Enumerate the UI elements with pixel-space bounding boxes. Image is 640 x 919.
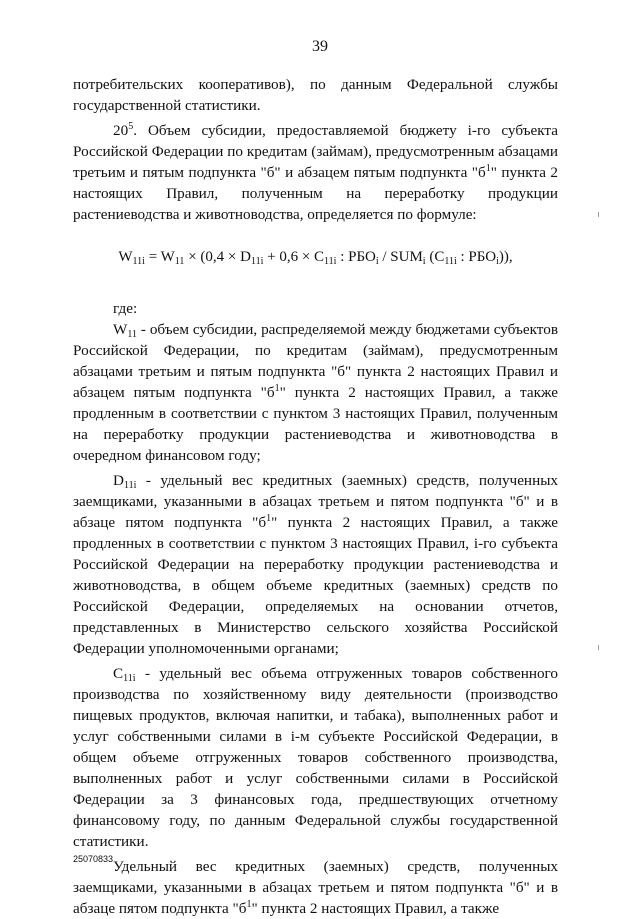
document-code: 25070833 [73, 854, 114, 864]
document-body [73, 74, 558, 919]
clause-text-a: . Объем субсидии, предоставляемой бюджету i-го субъекта Российской Федерации по кредитам (займам), предусмотренным абзацами третьим и пятым подпункта "б" и абзацем пятым подпункта "б [73, 122, 558, 181]
paragraph-intro: потребительских кооперативов), по данным Федеральной службы государственной статистики. [73, 76, 558, 114]
paragraph-last: Удельный вес кредитных (заемных) средств, полученных заемщиками, указанными в абзацах третьем и пятом подпункта "б" и в абзаце пятом подпункта "$б^1$" пункта 2 настоящих Правил, а также [73, 858, 558, 917]
margin-mark [598, 645, 599, 650]
formula: $W_{11i} = W_{11} \times (0,4 \times D_{11i} + 0,6 \times C_{11i}$ : $РБО_i / SUM_i$ ($C_{11i}$ : $РБО_i$)), [118, 249, 513, 267]
symbol-C: C [113, 665, 124, 682]
definition-D: $D_{11i}$ - удельный вес кредитных (заемных) средств, полученных заемщиками, указанными в абзацах третьем и пятом подпункта "б" и в абзаце пятом подпункта "$б^1$" пункта 2 настоящих Правил, а также продленных в соответствии с пунктом 3 настоящих Правил, i-го субъекта Российской Федерации на переработку продукции растениеводства и животноводства, в общем объеме кредитных (заемных) средств по Российской Федерации, определяемых на основании отчетов, представленных в Министерство сельского хозяйства Российской Федерации уполномоченными органами; [73, 472, 558, 657]
definition-C: $C_{11i}$ - удельный вес объема отгруженных товаров собственного производства по хозяйственному виду деятельности (производство пищевых продуктов, включая напитки, и табака), выполненных работ и услуг собственными силами в i-м субъекте Российской Федерации, в общем объеме отгруженных товаров собственного производства, выполненных работ и услуг собственными силами в Российской Федерации за 3 финансовых года, предшествующих отчетному финансовому году, по данным Федеральной службы государственной статистики. [73, 665, 558, 850]
clause-number-superscript: 5 [128, 121, 134, 132]
definition-W: $W_{11}$ - объем субсидии, распределяемой между бюджетами субъектов Российской Федерации, по кредитам (займам), предусмотренным абзацами третьим и пятым подпункта "б" пункта 2 настоящих Правил и абзацем пятым подпункта "$б^1$" пункта 2 настоящих Правил, а также продленным в соответствии с пунктом 3 настоящих Правил, полученным на переработку продукции растениеводства и животноводства в очередном финансовом году; [73, 321, 558, 464]
clause-number: 20 [113, 122, 129, 139]
paragraph-20-5 [73, 120, 558, 225]
where-label: где: [113, 300, 138, 317]
symbol-D: D [113, 472, 124, 489]
clause-ref-superscript: 1 [485, 163, 491, 174]
symbol-W: W [113, 321, 128, 338]
clause-text-b: " пункта 2 настоящих Правил, полученным на переработку продукции растениеводства и животноводства, определяется по формуле: [73, 164, 558, 223]
margin-mark [598, 212, 599, 217]
page-number: 39 [312, 38, 328, 55]
